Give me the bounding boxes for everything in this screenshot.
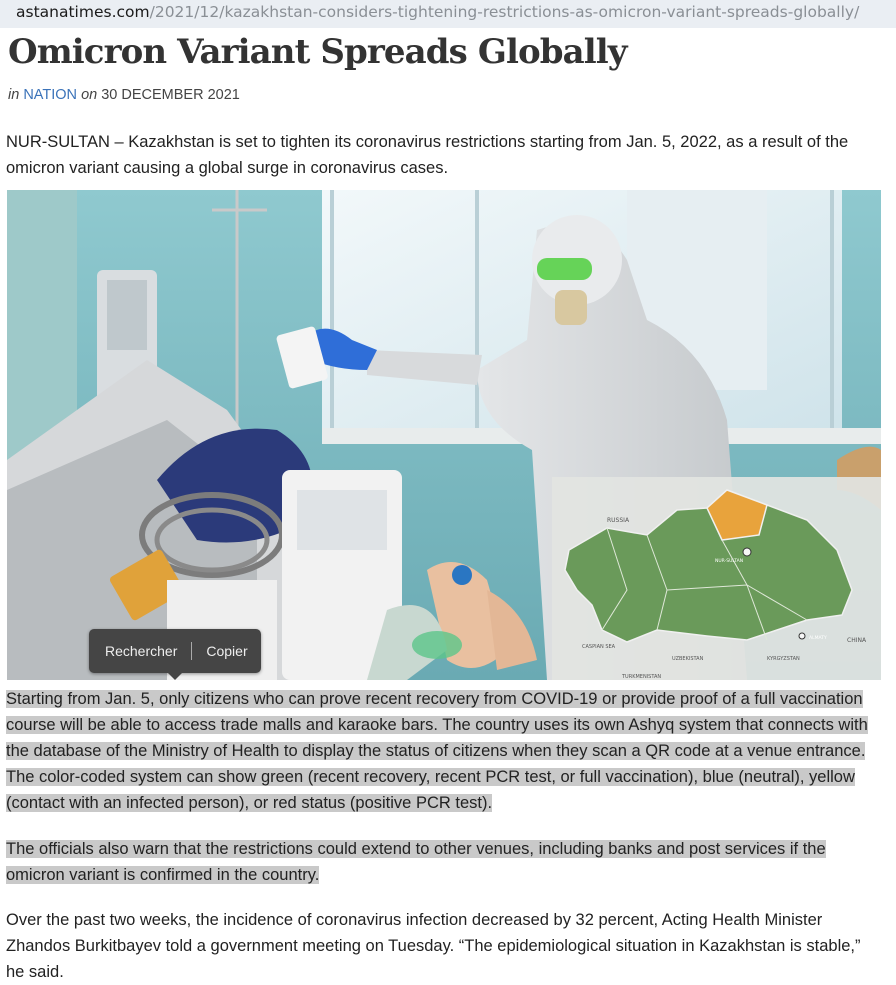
context-menu-pointer [167, 672, 183, 680]
map-label-uzbekistan: UZBEKISTAN [672, 656, 704, 662]
byline-on: on [81, 87, 98, 103]
map-label-kyrgyzstan: KYRGYZSTAN [767, 656, 800, 662]
article-paragraph-1 [6, 686, 882, 816]
article-paragraph-3: Over the past two weeks, the incidence of coronavirus infection decreased by 32 percent, Acting Health Minister Zhandos Burkitbayev told a government meeting on Tuesday. “The epidemiological situation in Kazakhstan is stable,” he said. [6, 911, 861, 981]
selected-text-2[interactable]: The officials also warn that the restrictions could extend to other venues, including banks and post services if the omicron variant is confirmed in the country. [6, 840, 826, 884]
article-photo [7, 190, 881, 680]
map-label-almaty: ALMATY [809, 636, 827, 641]
byline-in: in [8, 87, 20, 103]
selection-context-menu [89, 629, 261, 673]
kazakhstan-map-inset [552, 477, 881, 680]
search-button[interactable]: Rechercher [105, 643, 178, 659]
map-label-china: CHINA [847, 637, 867, 644]
selected-text-1[interactable]: Starting from Jan. 5, only citizens who can prove recent recovery from COVID-19 or provide proof of a full vaccination course will be able to access trade malls and karaoke bars. The country uses its own Ashyq system that connects with the database of the Ministry of Health to display the status of citizens when they scan a QR code at a venue entrance. The color-coded system can show green (recent recovery, recent PCR test, or full vaccination), blue (neutral), yellow (contact with an infected person), or red status (positive PCR test). [6, 690, 868, 812]
photo-illustration [7, 190, 881, 680]
article-paragraph-2 [6, 836, 882, 888]
byline [8, 87, 240, 103]
map-label-caspian: CASPIAN SEA [582, 644, 616, 650]
category-link[interactable]: NATION [23, 87, 78, 103]
copy-button[interactable]: Copier [206, 643, 248, 659]
address-bar[interactable] [0, 0, 896, 28]
url-domain: astanatimes.com [16, 3, 150, 21]
menu-divider [191, 642, 192, 660]
map-label-russia: RUSSIA [607, 517, 630, 524]
publish-date: 30 DECEMBER 2021 [101, 87, 240, 103]
article-intro: NUR-SULTAN – Kazakhstan is set to tighten its coronavirus restrictions starting from Jan. 5, 2022, as a result of the omicron variant causing a global surge in coronavirus cases. [6, 133, 849, 177]
article-title: Omicron Variant Spreads Globally [8, 32, 627, 72]
map-label-capital: NUR-SULTAN [715, 559, 744, 564]
url-path: /2021/12/kazakhstan-considers-tightening-restrictions-as-omicron-variant-spreads-globally/ [149, 3, 860, 21]
map-label-turkmenistan: TURKMENISTAN [622, 674, 662, 680]
